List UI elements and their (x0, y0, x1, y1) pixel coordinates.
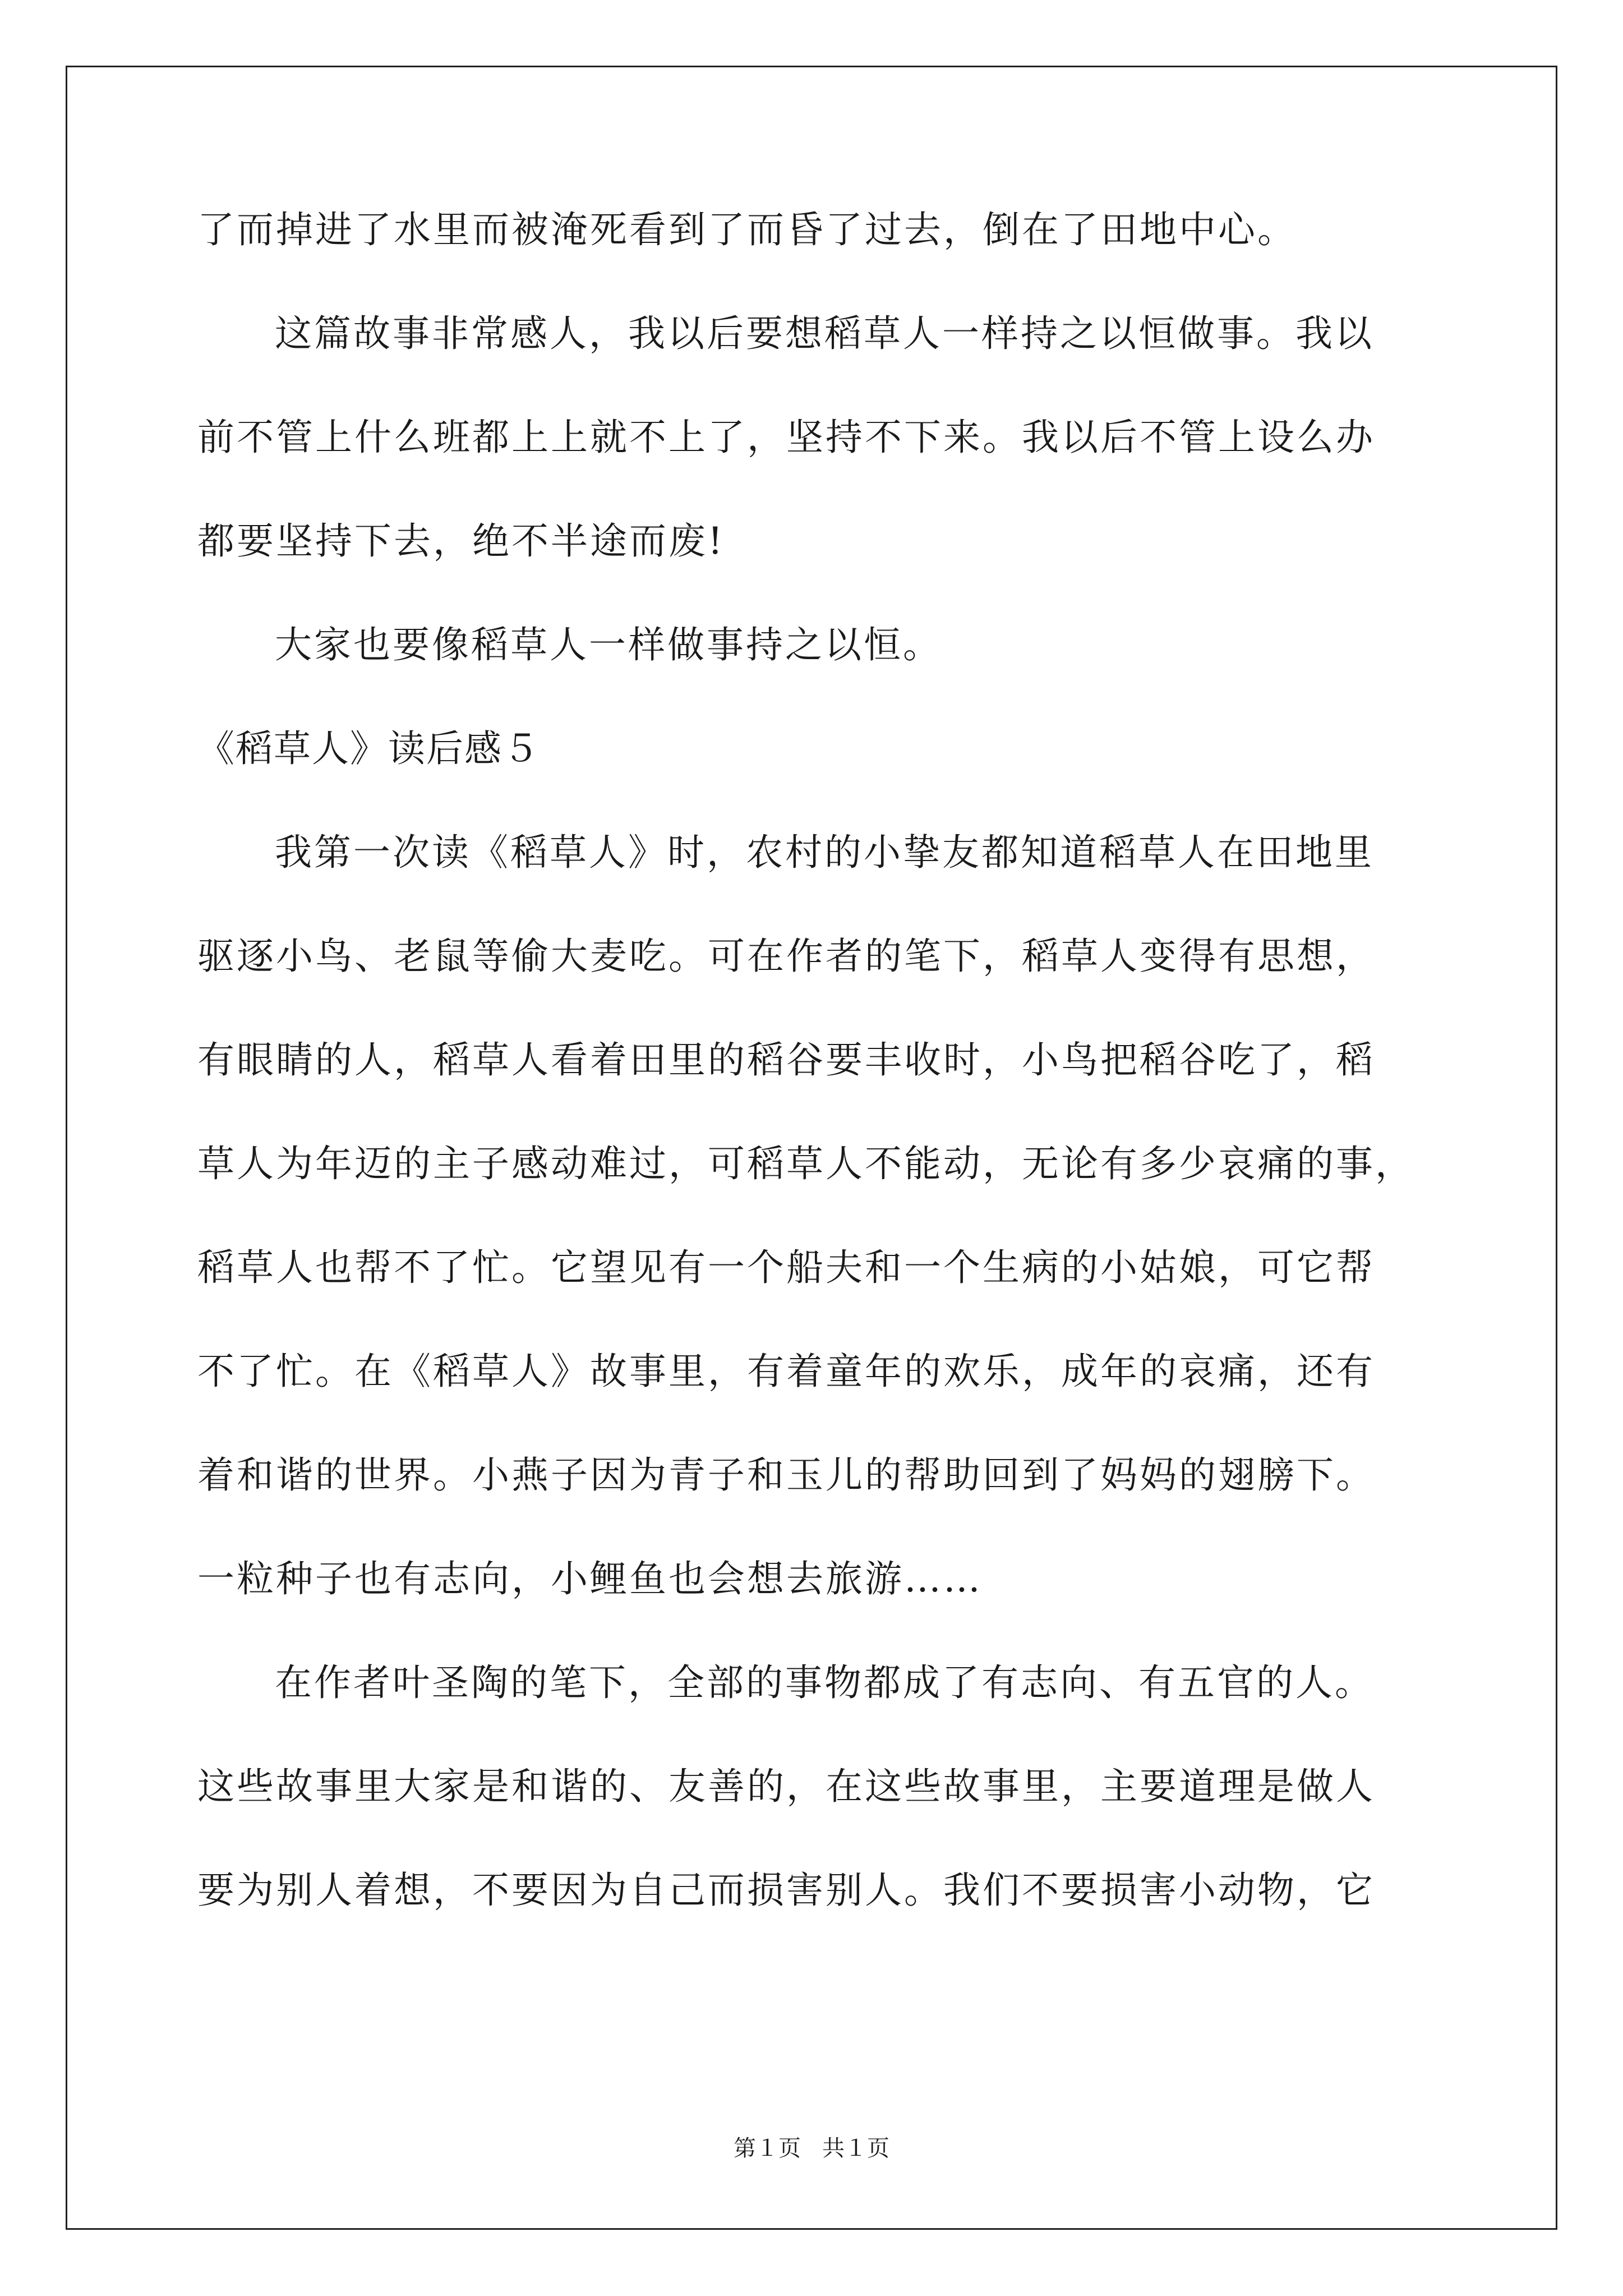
text-line: 驱逐小鸟、老鼠等偷大麦吃。可在作者的笔下，稻草人变得有思想， (197, 935, 1375, 978)
text-line: 一粒种子也有志向，小鲤鱼也会想去旅游…… (197, 1557, 983, 1600)
page-total: 共１页 (822, 2136, 889, 2161)
paragraph-start-line: 我第一次读《稻草人》时，农村的小挚友都知道稻草人在田地里 (275, 831, 1374, 874)
paragraph-start-line: 在作者叶圣陶的笔下，全部的事物都成了有志向、有五官的人。 (275, 1661, 1374, 1704)
section-heading: 《稻草人》读后感５ (197, 727, 541, 770)
text-line: 不了忙。在《稻草人》故事里，有着童年的欢乐，成年的哀痛，还有 (197, 1350, 1375, 1393)
text-line: 有眼睛的人，稻草人看着田里的稻谷要丰收时，小鸟把稻谷吃了，稻 (197, 1038, 1375, 1082)
text-line: 要为别人着想，不要因为自己而损害别人。我们不要损害小动物，它 (197, 1869, 1375, 1912)
text-line: 前不管上什么班都上上就不上了，坚持不下来。我以后不管上设么办 (197, 416, 1375, 459)
paragraph-start-line: 大家也要像稻草人一样做事持之以恒。 (275, 623, 942, 666)
text-line: 都要坚持下去，绝不半途而废! (197, 519, 725, 563)
page-footer (0, 2132, 1623, 2165)
text-line: 稻草人也帮不了忙。它望见有一个船夫和一个生病的小姑娘，可它帮 (197, 1246, 1375, 1289)
text-line: 了而掉进了水里而被淹死看到了而昏了过去，倒在了田地中心。 (197, 208, 1297, 251)
document-body (197, 202, 1454, 1966)
text-line: 这些故事里大家是和谐的、友善的，在这些故事里，主要道理是做人 (197, 1765, 1375, 1808)
paragraph-start-line: 这篇故事非常感人，我以后要想稻草人一样持之以恒做事。我以 (275, 312, 1374, 355)
page-number: 第１页 (734, 2136, 801, 2161)
text-line: 着和谐的世界。小燕子因为青子和玉儿的帮助回到了妈妈的翅膀下。 (197, 1453, 1375, 1497)
text-line: 草人为年迈的主子感动难过，可稻草人不能动，无论有多少哀痛的事， (197, 1142, 1414, 1185)
